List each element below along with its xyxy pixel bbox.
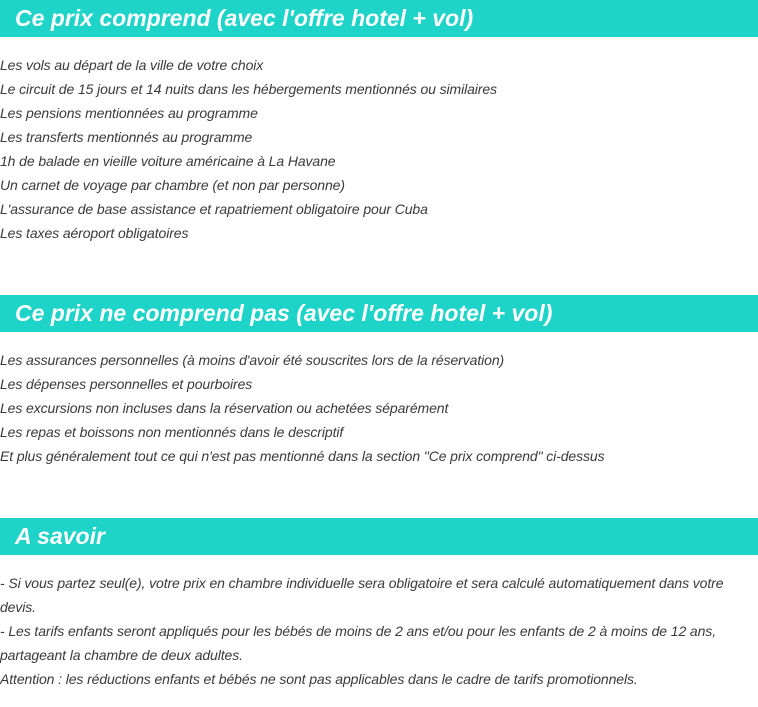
excluded-item: Les dépenses personnelles et pourboires [0,376,253,392]
excluded-section-title: Ce prix ne comprend pas (avec l'offre hotel + vol) [15,300,553,326]
note-item: Attention : les réductions enfants et bébés ne sont pas applicables dans le cadre de tarifs promotionnels. [0,671,638,687]
included-item: Les vols au départ de la ville de votre choix [0,57,264,73]
notes-section-title: A savoir [15,523,105,549]
included-list [0,53,758,245]
included-item: Les pensions mentionnées au programme [0,105,258,121]
excluded-item: Les excursions non incluses dans la réservation ou achetées séparément [0,400,449,416]
excluded-item: Et plus généralement tout ce qui n'est pas mentionné dans la section "Ce prix comprend" ci-dessus [0,448,605,464]
included-item: Le circuit de 15 jours et 14 nuits dans les hébergements mentionnés ou similaires [0,81,497,97]
notes-section-header [0,518,758,555]
excluded-item: Les repas et boissons non mentionnés dans le descriptif [0,424,344,440]
excluded-item: Les assurances personnelles (à moins d'avoir été souscrites lors de la réservation) [0,352,505,368]
note-item: - Les tarifs enfants seront appliqués pour les bébés de moins de 2 ans et/ou pour les enfants de 2 à moins de 12 ans, partageant la chambre de deux adultes. [0,623,716,663]
included-item: Un carnet de voyage par chambre (et non par personne) [0,177,345,193]
included-section-title: Ce prix comprend (avec l'offre hotel + vol) [15,5,474,31]
included-item: 1h de balade en vieille voiture américaine à La Havane [0,153,336,169]
excluded-section-header [0,295,758,332]
note-item: - Si vous partez seul(e), votre prix en chambre individuelle sera obligatoire et sera calculé automatiquement dans votre devis. [0,575,724,615]
included-section-header [0,0,758,37]
included-item: Les taxes aéroport obligatoires [0,225,189,241]
included-item: Les transferts mentionnés au programme [0,129,253,145]
notes-list [0,571,754,691]
included-item: L'assurance de base assistance et rapatriement obligatoire pour Cuba [0,201,428,217]
excluded-list [0,348,758,468]
